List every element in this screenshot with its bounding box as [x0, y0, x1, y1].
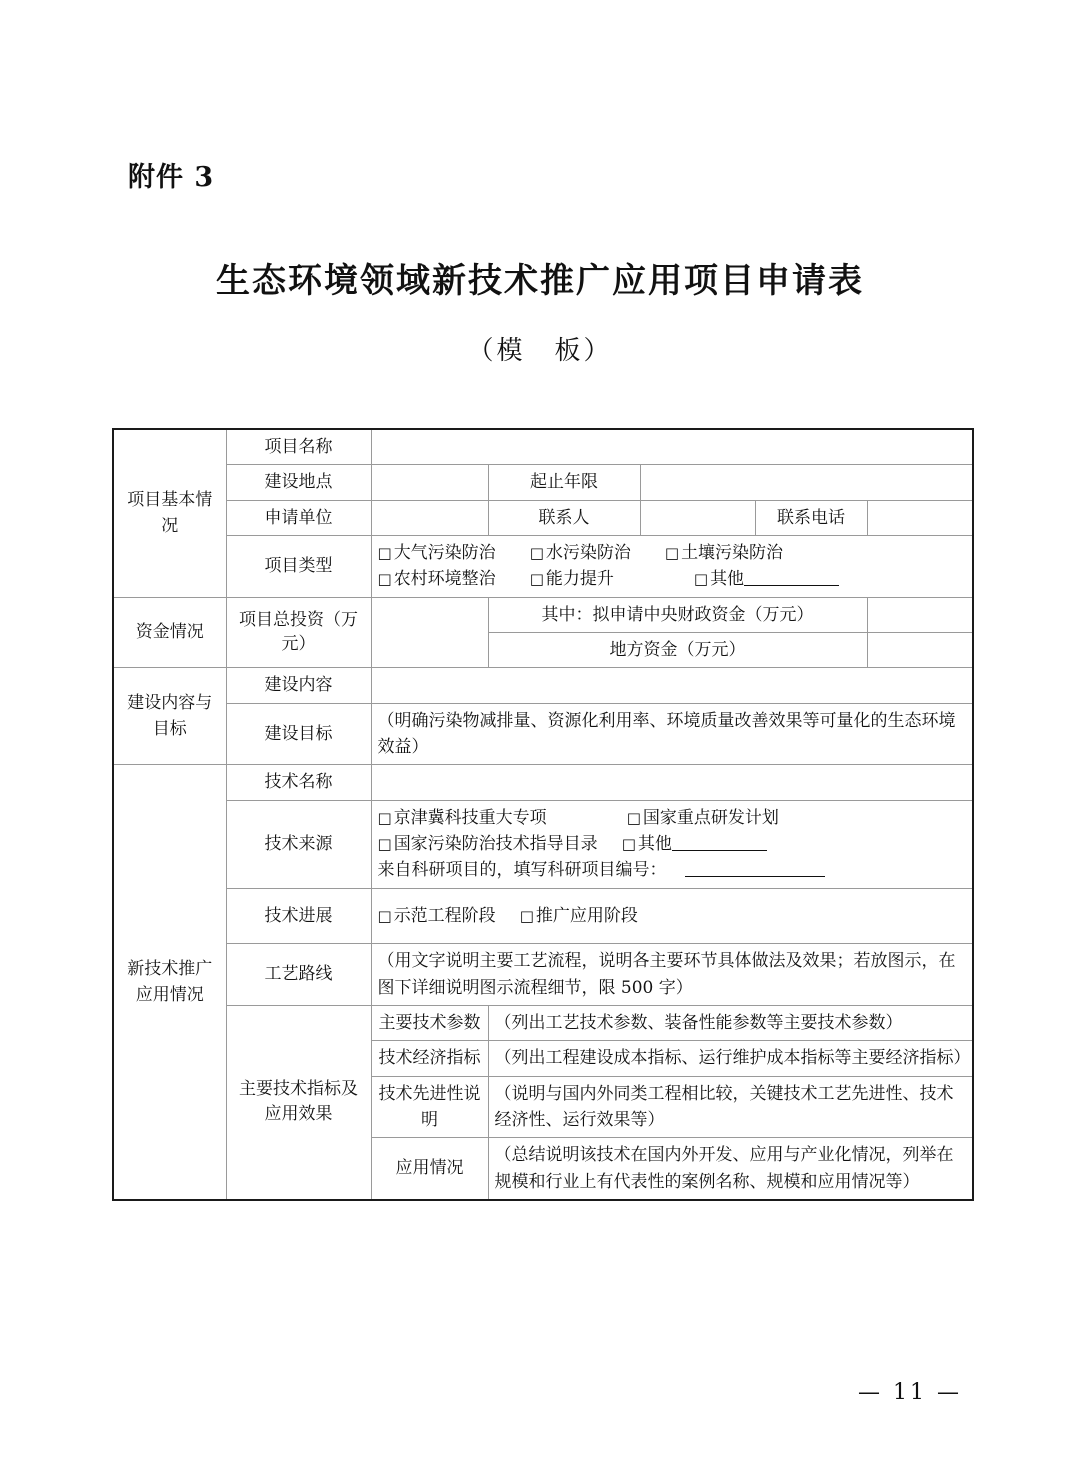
option-label: 农村环境整治	[393, 569, 496, 590]
checkbox-icon[interactable]: □	[519, 906, 534, 925]
row-label-applicant-unit: 申请单位	[226, 500, 371, 535]
checkbox-option-national-catalog[interactable]	[378, 831, 598, 857]
field-advancement-hint[interactable]: （说明与国内外同类工程相比较，关键技术工艺先进性、技术经济性、运行效果等）	[488, 1076, 973, 1138]
field-tech-source-options	[371, 800, 973, 888]
checkbox-icon[interactable]: □	[529, 544, 544, 563]
row-label-build-location: 建设地点	[226, 465, 371, 500]
checkbox-option-tech-source-other[interactable]	[622, 831, 767, 857]
field-tech-progress-options	[371, 888, 973, 943]
field-contact-phone[interactable]	[867, 500, 973, 535]
table-row	[113, 668, 973, 703]
field-tech-name[interactable]	[371, 765, 973, 800]
table-row	[113, 800, 973, 888]
row-label-build-goal: 建设目标	[226, 703, 371, 765]
row-label-tech-name: 技术名称	[226, 765, 371, 800]
row-label-project-type: 项目类型	[226, 536, 371, 598]
row-label-econ-indicators: 技术经济指标	[371, 1041, 488, 1076]
row-label-tech-progress: 技术进展	[226, 888, 371, 943]
field-main-params-hint[interactable]: （列出工艺技术参数、装备性能参数等主要技术参数）	[488, 1005, 973, 1040]
field-central-fund[interactable]	[867, 597, 973, 632]
checkbox-option-rural-environment[interactable]	[378, 566, 496, 592]
row-label-local-fund: 地方资金（万元）	[488, 633, 867, 668]
checkbox-option-national-rd-program[interactable]	[627, 805, 779, 831]
page-number: — 11 —	[858, 1380, 962, 1405]
row-label-process-route: 工艺路线	[226, 944, 371, 1006]
table-row	[113, 765, 973, 800]
checkbox-option-promotion-stage[interactable]	[520, 903, 638, 929]
row-label-project-name: 项目名称	[226, 429, 371, 465]
field-contact-person[interactable]	[640, 500, 755, 535]
checkbox-option-other[interactable]	[694, 566, 839, 592]
checkbox-icon[interactable]: □	[529, 570, 544, 589]
research-project-number-underline[interactable]	[685, 861, 825, 877]
option-label: 土壤污染防治	[681, 543, 784, 564]
row-label-advancement: 技术先进性说明	[371, 1076, 488, 1138]
table-row	[113, 597, 973, 632]
option-label: 国家污染防治技术指导目录	[393, 834, 598, 855]
checkbox-option-air-pollution[interactable]	[378, 540, 496, 566]
field-project-type-options	[371, 536, 973, 598]
table-row	[113, 944, 973, 1006]
row-label-application: 应用情况	[371, 1138, 488, 1200]
field-total-investment[interactable]	[371, 597, 488, 668]
checkbox-option-water-pollution[interactable]	[530, 540, 631, 566]
field-process-route-hint[interactable]: （用文字说明主要工艺流程，说明各主要环节具体做法及效果；若放图示，在图下详细说明图示流程细节，限 500 字）	[371, 944, 973, 1006]
page-footer	[0, 1380, 1080, 1405]
checkbox-option-capacity-building[interactable]	[530, 566, 614, 592]
option-label: 其他	[637, 834, 672, 855]
option-label: 大气污染防治	[393, 543, 496, 564]
checkbox-icon[interactable]: □	[377, 544, 392, 563]
checkbox-icon[interactable]: □	[621, 835, 636, 854]
field-local-fund[interactable]	[867, 633, 973, 668]
checkbox-icon[interactable]: □	[377, 835, 392, 854]
row-label-contact-person: 联系人	[488, 500, 640, 535]
section-label-construction: 建设内容与目标	[113, 668, 226, 765]
table-row	[113, 500, 973, 535]
attachment-label: 附件 3	[128, 162, 215, 193]
research-project-number-label: 来自科研项目的，填写科研项目编号：	[377, 860, 667, 881]
table-row	[113, 465, 973, 500]
section-label-newtech: 新技术推广应用情况	[113, 765, 226, 1200]
table-row	[113, 703, 973, 765]
field-application-hint[interactable]: （总结说明该技术在国内外开发、应用与产业化情况，列举在规模和行业上有代表性的案例名称、规模和应用情况等）	[488, 1138, 973, 1200]
option-label: 能力提升	[545, 569, 614, 590]
field-build-location[interactable]	[371, 465, 488, 500]
tech-source-other-underline[interactable]	[672, 835, 767, 851]
checkbox-icon[interactable]: □	[377, 808, 392, 827]
checkbox-option-demo-stage[interactable]	[378, 903, 496, 929]
checkbox-option-soil-pollution[interactable]	[665, 540, 783, 566]
checkbox-icon[interactable]: □	[664, 544, 680, 563]
field-build-goal-hint[interactable]: （明确污染物减排量、资源化利用率、环境质量改善效果等可量化的生态环境效益）	[371, 703, 973, 765]
page-subtitle: （模 板）	[467, 336, 613, 366]
option-label: 京津冀科技重大专项	[393, 807, 547, 828]
application-form-table	[112, 428, 974, 1201]
table-row	[113, 888, 973, 943]
option-label: 水污染防治	[545, 543, 631, 564]
table-row	[113, 429, 973, 465]
table-row	[113, 1005, 973, 1040]
checkbox-icon[interactable]: □	[377, 570, 392, 589]
row-label-tech-source: 技术来源	[226, 800, 371, 888]
checkbox-icon[interactable]: □	[626, 808, 641, 827]
row-label-duration: 起止年限	[488, 465, 640, 500]
table-row	[113, 536, 973, 598]
row-label-central-fund: 其中：拟申请中央财政资金（万元）	[488, 597, 867, 632]
field-project-name[interactable]	[371, 429, 973, 465]
checkbox-icon[interactable]: □	[693, 570, 709, 589]
checkbox-icon[interactable]: □	[377, 906, 392, 925]
checkbox-option-jjj-major-project[interactable]	[378, 805, 547, 831]
row-label-total-investment: 项目总投资（万元）	[226, 597, 371, 668]
field-duration[interactable]	[640, 465, 973, 500]
row-label-contact-phone: 联系电话	[755, 500, 867, 535]
row-label-main-params: 主要技术参数	[371, 1005, 488, 1040]
field-build-content[interactable]	[371, 668, 973, 703]
row-label-indicators-group: 主要技术指标及应用效果	[226, 1005, 371, 1200]
option-label: 国家重点研发计划	[642, 807, 779, 828]
section-label-funding: 资金情况	[113, 597, 226, 668]
row-label-build-content: 建设内容	[226, 668, 371, 703]
option-label: 其他	[710, 569, 745, 590]
section-label-basic: 项目基本情况	[113, 429, 226, 597]
field-econ-indicators-hint[interactable]: （列出工程建设成本指标、运行维护成本指标等主要经济指标）	[488, 1041, 973, 1076]
field-applicant-unit[interactable]	[371, 500, 488, 535]
option-label: 示范工程阶段	[393, 905, 496, 926]
page-title: 生态环境领域新技术推广应用项目申请表	[216, 261, 864, 301]
other-input-underline[interactable]	[744, 570, 839, 586]
option-label: 推广应用阶段	[535, 905, 638, 926]
